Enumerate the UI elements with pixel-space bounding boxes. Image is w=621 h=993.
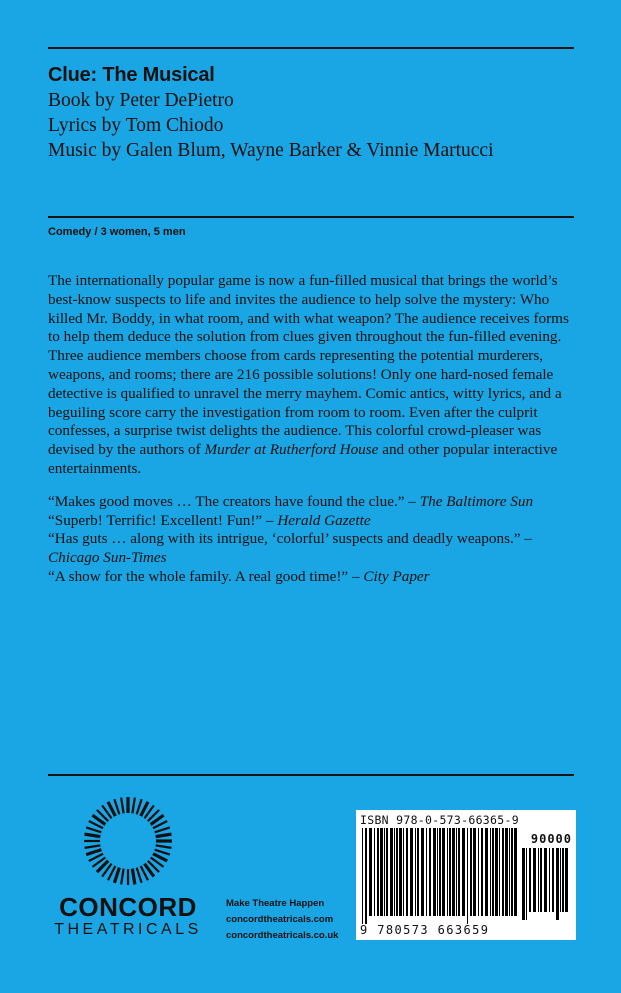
barcode-bar <box>365 828 367 924</box>
barcode-bar <box>447 828 448 916</box>
quote-source: Herald Gazette <box>277 511 371 529</box>
quote-source: City Paper <box>363 567 430 585</box>
logo-ring-tick <box>86 827 101 832</box>
barcode-addon-bars <box>522 848 570 924</box>
music-credit: Music by Galen Blum, Wayne Barker & Vinnie Martucci <box>48 140 494 161</box>
review-quotes <box>48 493 580 587</box>
logo-ring-tick <box>114 868 119 883</box>
barcode-bar <box>529 848 531 912</box>
barcode-bar <box>495 828 498 916</box>
top-rule <box>48 47 574 49</box>
logo-ring-tick <box>156 834 172 837</box>
review-quote <box>48 568 580 587</box>
barcode-bar <box>449 828 451 916</box>
barcode-bar <box>437 828 438 916</box>
logo-ring-tick <box>155 850 170 855</box>
barcode-bar <box>410 828 413 916</box>
barcode-bar <box>502 828 504 916</box>
book-credit: Book by Peter DePietro <box>48 90 234 111</box>
barcode-bar <box>511 828 513 916</box>
publisher-subname: THEATRICALS <box>54 921 202 938</box>
barcode-bar <box>426 828 427 916</box>
barcode-bar <box>369 828 372 916</box>
bottom-rule <box>48 774 574 776</box>
barcode-bar <box>533 848 536 912</box>
barcode-bar <box>552 848 554 912</box>
quote-text: “A show for the whole family. A real good time!” – <box>48 567 364 585</box>
isbn-barcode <box>356 810 576 940</box>
barcode-bar <box>526 848 527 920</box>
quote-source: Chicago Sun-Times <box>48 549 167 567</box>
logo-ring-tick <box>137 799 142 814</box>
barcode-bar <box>394 828 395 916</box>
barcode-bar <box>396 828 398 916</box>
logo-ring-tick <box>85 834 101 837</box>
barcode-bar <box>478 828 479 916</box>
description-paragraph <box>48 272 580 479</box>
barcode-bar <box>417 828 419 916</box>
quote-text: “Superb! Terrific! Excellent! Fun!” – <box>48 511 278 529</box>
barcode-bar <box>562 848 564 912</box>
barcode-bar <box>403 828 404 916</box>
logo-ring-tick <box>114 799 119 814</box>
barcode-bar <box>473 828 476 916</box>
barcode-bar <box>390 828 393 916</box>
barcode-bar <box>462 828 465 916</box>
logo-ring-tick <box>121 869 124 885</box>
isbn-label: ISBN 978-0-573-66365-9 <box>360 813 519 827</box>
barcode-bar <box>565 848 568 912</box>
price-code: 90000 <box>530 832 572 846</box>
barcode-bar <box>399 828 402 916</box>
barcode-bar <box>374 828 375 916</box>
barcode-bar <box>560 848 561 912</box>
barcode-bar <box>544 848 547 912</box>
quote-source: The Baltimore Sun <box>419 492 534 510</box>
website-us[interactable]: concordtheatricals.com <box>226 914 334 925</box>
logo-ring-tick <box>132 798 135 814</box>
lyrics-credit: Lyrics by Tom Chiodo <box>48 115 224 136</box>
barcode-bar <box>384 828 385 916</box>
barcode-bar <box>429 828 431 916</box>
logo-ring-tick <box>121 798 124 814</box>
description-italic-title: Murder at Rutherford House <box>204 441 379 459</box>
logo-ring-tick <box>155 827 170 832</box>
barcode-bar <box>362 828 363 924</box>
barcode-bar <box>415 828 416 916</box>
genre-cast-line: Comedy / 3 women, 5 men <box>48 226 186 238</box>
quote-text: “Makes good moves … The creators have found the clue.” – <box>48 492 420 510</box>
quote-text: “Has guts … along with its intrigue, ‘colorful’ suspects and deadly weapons.” – <box>48 530 532 548</box>
publisher-logo <box>48 790 208 950</box>
barcode-bar <box>481 828 483 916</box>
logo-ring-tick <box>132 869 135 885</box>
barcode-bar <box>421 828 424 916</box>
barcode-bar <box>522 848 525 920</box>
logo-ring-tick <box>137 868 142 883</box>
review-quote <box>48 530 580 568</box>
logo-ring-tick <box>85 845 101 848</box>
publisher-name: CONCORD <box>59 892 197 922</box>
description-text-2: and other popular interactive entertainments. <box>48 441 558 477</box>
logo-ring-tick <box>86 850 101 855</box>
barcode-bar <box>380 828 383 916</box>
barcode-bar <box>505 828 508 916</box>
barcode-bar <box>509 828 510 916</box>
barcode-bar <box>467 828 468 924</box>
description-block <box>48 272 580 587</box>
barcode-digits: 9 780573 663659 <box>360 923 490 937</box>
barcode-bar <box>556 848 559 920</box>
barcode-bar <box>433 828 436 916</box>
barcode-bar <box>442 828 445 916</box>
barcode-bars <box>362 828 518 924</box>
barcode-bar <box>456 828 457 916</box>
credits-block <box>48 62 588 163</box>
review-quote <box>48 493 580 512</box>
logo-ring-tick <box>156 845 172 848</box>
barcode-bar <box>406 828 408 916</box>
barcode-bar <box>490 828 491 916</box>
barcode-bar <box>452 828 455 916</box>
barcode-bar <box>549 848 550 912</box>
publisher-contact <box>226 896 338 944</box>
concord-ring-icon <box>81 794 175 888</box>
middle-rule <box>48 216 574 218</box>
website-uk[interactable]: concordtheatricals.co.uk <box>226 930 339 941</box>
barcode-bar <box>485 828 488 916</box>
description-text-1: The internationally popular game is now a fun-filled musical that brings the world’s best-know suspects to life and invites the audience to help solve the mystery: Who killed Mr. Boddy, in what room, and with what weapon? The audience receives forms to help them deduce the solution from clues given throughout the fun-filled evening. Three audience members choose from cards representing the potential murderers, weapons, and rooms; there are 216 possible solutions! Only one hard-nosed female detective is qualified to unravel the merry mayhem. Comic antics, witty lyrics, and a beguiling score carry the investigation from room to room. Even after the culprit confesses, a surprise twist delights the audience. This colorful crowd-pleaser was devised by the authors of <box>48 272 569 459</box>
barcode-bar <box>540 848 542 912</box>
barcode-bar <box>492 828 494 916</box>
barcode-bar <box>458 828 460 916</box>
barcode-bar <box>377 828 379 916</box>
barcode-bar <box>538 848 539 912</box>
publisher-tagline: Make Theatre Happen <box>226 898 325 909</box>
barcode-bar <box>439 828 441 916</box>
review-quote <box>48 512 580 531</box>
barcode-bar <box>514 828 517 916</box>
barcode-bar <box>499 828 500 916</box>
barcode-bar <box>386 828 388 916</box>
show-title: Clue: The Musical <box>48 64 215 86</box>
barcode-bar <box>470 828 472 916</box>
